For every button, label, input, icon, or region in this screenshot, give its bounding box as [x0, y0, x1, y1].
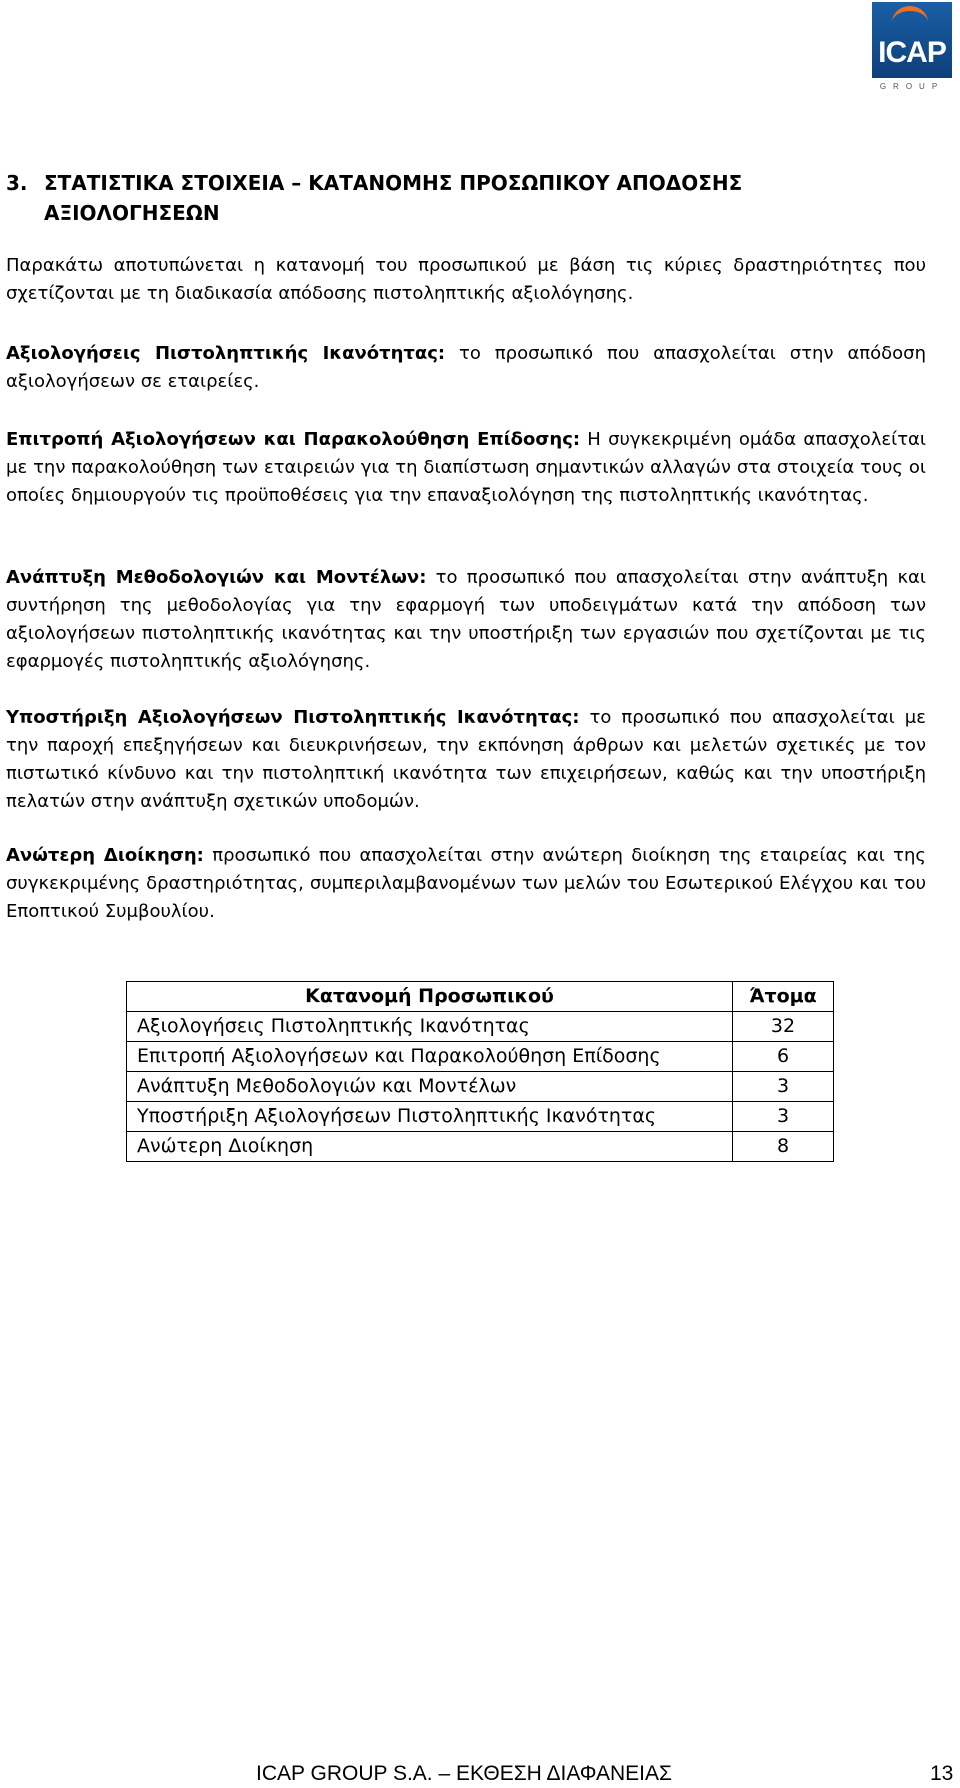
staff-distribution-table [126, 981, 834, 1162]
table-cell-category: Αξιολογήσεις Πιστοληπτικής Ικανότητας [127, 1012, 733, 1042]
section-text: το προσωπικό που απασχολείται στην απόδοση αξιολογήσεων σε εταιρείες. [6, 343, 926, 392]
table-row [127, 1072, 834, 1102]
section-paragraph-support [6, 704, 926, 816]
section-paragraph-ratings [6, 340, 926, 396]
section-paragraph-methodology [6, 564, 926, 676]
table-row [127, 1042, 834, 1072]
section-term: Επιτροπή Αξιολογήσεων και Παρακολούθηση Επίδοσης: [6, 429, 581, 450]
section-paragraph-management [6, 842, 926, 926]
section-term: Υποστήριξη Αξιολογήσεων Πιστοληπτικής Ικανότητας: [6, 707, 580, 728]
table-row [127, 1132, 834, 1162]
table-cell-count: 3 [733, 1102, 834, 1132]
table-cell-category: Ανάπτυξη Μεθοδολογιών και Μοντέλων [127, 1072, 733, 1102]
icap-logo [872, 2, 952, 94]
section-text: το προσωπικό που απασχολείται στην ανάπτυξη και συντήρηση της μεθοδολογίας για την εφαρμογή των υποδειγμάτων κατά την απόδοση των αξιολογήσεων πιστοληπτικής ικανότητας και την υποστήριξη των εργασιών που σχετίζονται με τις εφαρμογές πιστοληπτικής αξιολόγησης. [6, 567, 927, 672]
table-header-row [127, 982, 834, 1012]
section-text: Η συγκεκριμένη ομάδα απασχολείται με την παρακολούθηση των εταιρειών για τη διαπίστωση σημαντικών αλλαγών στα στοιχεία τους οι οποίες δημιουργούν τις προϋποθέσεις για την επαναξιολόγηση της πιστοληπτικής ικανότητας. [6, 429, 926, 506]
table-row [127, 1102, 834, 1132]
section-term: Αξιολογήσεις Πιστοληπτικής Ικανότητας: [6, 343, 446, 364]
section-term: Ανάπτυξη Μεθοδολογιών και Μοντέλων: [6, 567, 427, 588]
footer-title: ICAP GROUP S.A. – ΕΚΘΕΣΗ ΔΙΑΦΑΝΕΙΑΣ [256, 1762, 672, 1785]
section-heading [6, 168, 906, 228]
table-cell-count: 3 [733, 1072, 834, 1102]
table-header-count: Άτομα [733, 982, 834, 1012]
table-cell-category: Επιτροπή Αξιολογήσεων και Παρακολούθηση Επίδοσης [127, 1042, 733, 1072]
section-text: το προσωπικό που απασχολείται με την παροχή επεξηγήσεων και διευκρινήσεων, την εκπόνηση άρθρων και μελετών σχετικές με τον πιστωτικό κίνδυνο και την πιστοληπτική ικανότητα των επιχειρήσεων, καθώς και την υποστήριξη πελατών στην ανάπτυξη σχετικών υποδομών. [6, 707, 926, 812]
table-cell-count: 32 [733, 1012, 834, 1042]
table-cell-count: 6 [733, 1042, 834, 1072]
table-row [127, 1012, 834, 1042]
logo-swoosh-icon [892, 6, 928, 39]
intro-paragraph: Παρακάτω αποτυπώνεται η κατανομή του προσωπικού με βάση τις κύριες δραστηριότητες που σχετίζονται με τη διαδικασία απόδοσης πιστοληπτικής αξιολόγησης. [6, 255, 926, 304]
heading-number: 3. [6, 171, 28, 195]
heading-text: ΣΤΑΤΙΣΤΙΚΑ ΣΤΟΙΧΕΙΑ – ΚΑΤΑΝΟΜΗΣ ΠΡΟΣΩΠΙΚΟΥ ΑΠΟΔΟΣΗΣ ΑΞΙΟΛΟΓΗΣΕΩΝ [44, 171, 743, 225]
logo-group-text: GROUP [879, 82, 945, 91]
table-header-category: Κατανομή Προσωπικού [127, 982, 733, 1012]
table-cell-category: Ανώτερη Διοίκηση [127, 1132, 733, 1162]
logo-box [872, 2, 952, 78]
section-paragraph-committee [6, 426, 926, 510]
table-cell-category: Υποστήριξη Αξιολογήσεων Πιστοληπτικής Ικανότητας [127, 1102, 733, 1132]
section-term: Ανώτερη Διοίκηση: [6, 845, 204, 866]
logo-brand: ICAP [878, 36, 946, 69]
section-text: προσωπικό που απασχολείται στην ανώτερη διοίκηση της εταιρείας και της συγκεκριμένης δραστηριότητας, συμπεριλαμβανομένων των μελών του Εσωτερικού Ελέγχου και του Εποπτικού Συμβουλίου. [6, 845, 926, 922]
table-cell-count: 8 [733, 1132, 834, 1162]
page-number: 13 [930, 1762, 954, 1785]
